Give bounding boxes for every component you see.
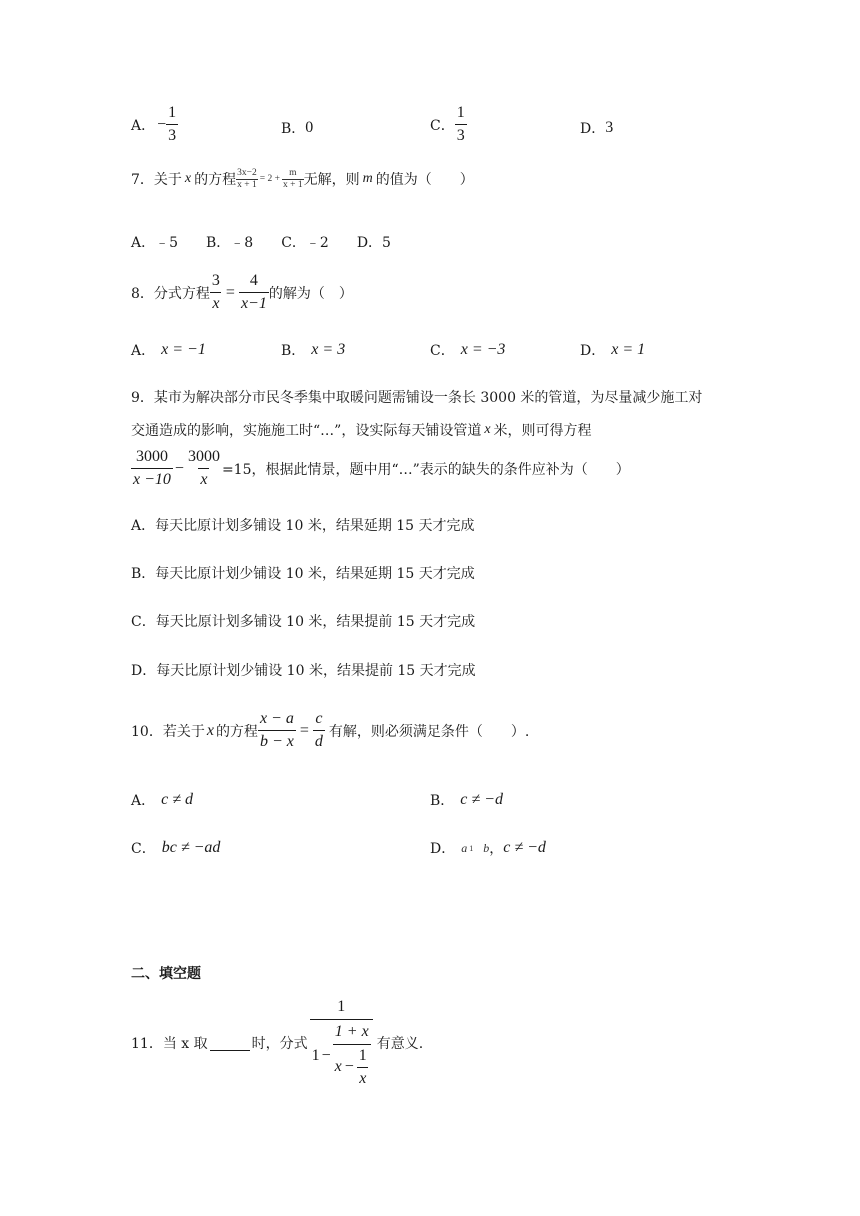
q10-rhs-fraction: $\frac{c}{d}$ <box>314 710 323 751</box>
q11-compound-fraction: 1 1 − 1 + x x − $\frac{1}{x}$ <box>310 998 373 1089</box>
q10-option-a: A． c ≠ d <box>131 791 194 809</box>
q8-rhs-fraction: $\frac{4}{x-1}$ <box>240 272 267 313</box>
q7-rhs-fraction: $\frac{m}{x + 1}$ <box>282 168 303 190</box>
q10-option-c: C． bc ≠ −ad <box>131 839 221 857</box>
question-7: 7．关于 x 的方程 $\frac{3x-2}{x + 1}$ = 2 + $\frac{m}{x + 1}$ 无解，则 m 的值为（ ） <box>131 168 474 190</box>
q8-lhs-fraction: $\frac{3}{x}$ <box>211 272 220 313</box>
q9-option-d: D．每天比原计划少铺设 10 米，结果提前 15 天才完成 <box>131 663 476 679</box>
q9-equation: $\frac{3000}{x -10}$ − $\frac{3000}{x}$ =15，根据此情景，题中用“…”表示的缺失的条件应补为（ ） <box>133 448 630 489</box>
q11-inner-fraction: $\frac{1}{x}$ <box>358 1046 367 1088</box>
q6-a-fraction: $\frac{1}{3}$ <box>168 104 177 145</box>
q9-line-1: 9．某市为解决部分市民冬季集中取暖问题需铺设一条长 3000 米的管道，为尽量减少施工对 <box>131 390 703 406</box>
q8-option-c: C． x = −3 <box>430 341 506 359</box>
q10-lhs-fraction: $\frac{x - a}{b - x}$ <box>259 710 294 751</box>
q8-option-d: D． x = 1 <box>580 341 646 359</box>
q8-option-b: B． x = 3 <box>281 341 346 359</box>
q6-option-c: C． $\frac{1}{3}$ <box>430 104 465 145</box>
q9-option-a: A．每天比原计划多铺设 10 米，结果延期 15 天才完成 <box>131 518 475 534</box>
q9-option-b: B．每天比原计划少铺设 10 米，结果延期 15 天才完成 <box>131 566 475 582</box>
q7-options: A．﹣5 B．﹣8 C．﹣2 D．5 <box>131 235 391 251</box>
q8-option-a: A． x = −1 <box>131 341 206 359</box>
section-title: 二、填空题 <box>131 966 201 982</box>
q10-option-b: B． c ≠ −d <box>430 791 503 809</box>
q6-option-b: B． 0 <box>281 119 314 137</box>
answer-blank[interactable] <box>210 1036 250 1051</box>
q9-option-c: C．每天比原计划多铺设 10 米，结果提前 15 天才完成 <box>131 614 476 630</box>
q11-middle-fraction: 1 + x x − $\frac{1}{x}$ <box>333 1023 371 1088</box>
q9-fraction-2: $\frac{3000}{x}$ <box>187 448 220 489</box>
q9-fraction-1: $\frac{3000}{x -10}$ <box>133 448 171 489</box>
question-8: 8．分式方程 $\frac{3}{x}$ = $\frac{4}{x-1}$ 的解为（ ） <box>131 272 353 313</box>
q6-option-d: D． 3 <box>580 119 614 137</box>
question-10: 10．若关于 x 的方程 $\frac{x - a}{b - x}$ = $\frac{c}{d}$ 有解，则必须满足条件（ ）. <box>131 710 530 751</box>
q9-line-2: 交通造成的影响，实施施工时“…”，设实际每天铺设管道 x 米，则可得方程 <box>131 422 592 439</box>
question-11: 11．当 x 取 时，分式 1 1 − 1 + x x − $\frac{1}{x}$ 有意义. <box>131 998 424 1088</box>
q6-c-fraction: $\frac{1}{3}$ <box>456 104 465 145</box>
q7-lhs-fraction: $\frac{3x-2}{x + 1}$ <box>237 168 257 190</box>
q10-option-d: D． a 1 b ， c ≠ −d <box>430 839 546 857</box>
q6-option-a: A． − $\frac{1}{3}$ <box>131 104 177 145</box>
